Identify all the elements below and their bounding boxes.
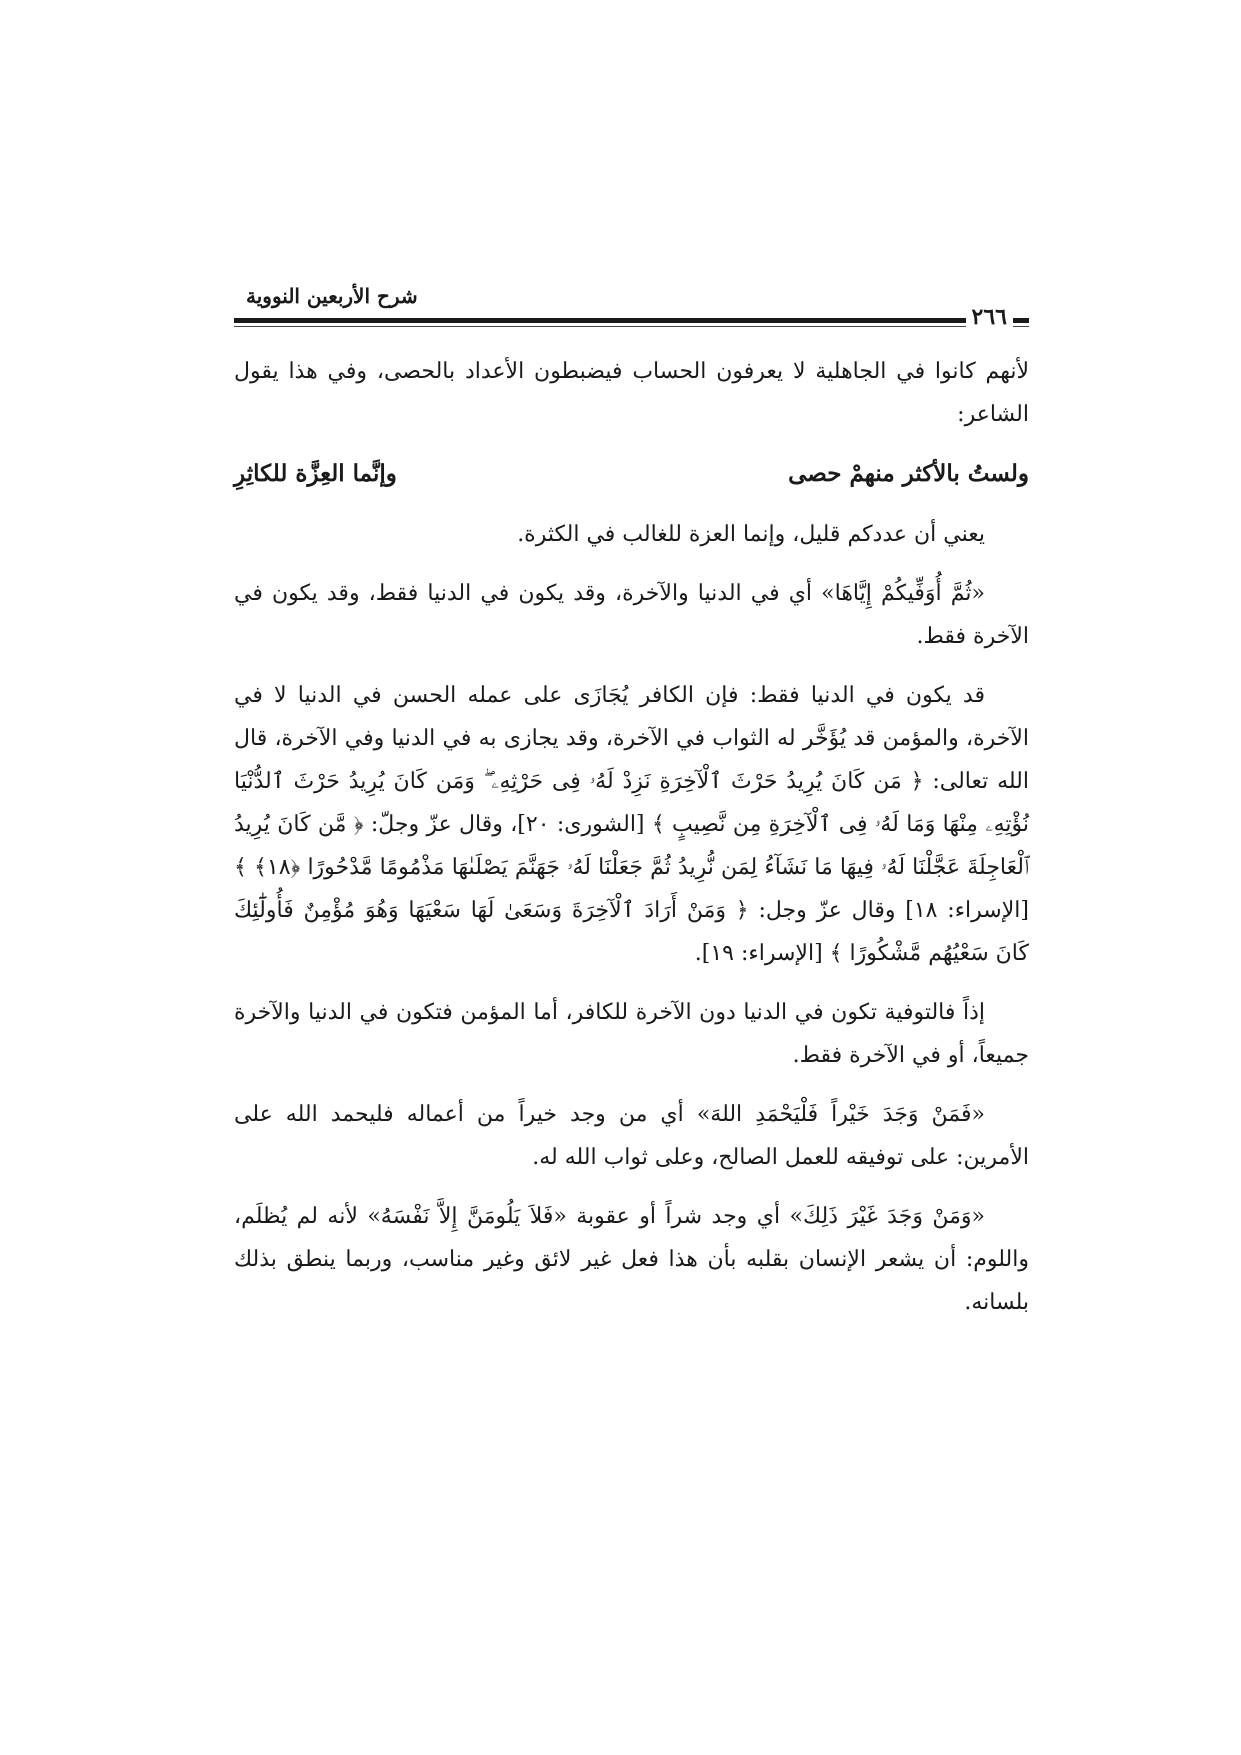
paragraph-praise: «فَمَنْ وَجَدَ خَيْراً فَلْيَحْمَدِ اللهَ» أي من وجد خيراً من أعماله فليحمد الله على الأمرين: على توفيقه للعمل الصالح، وعلى ثواب الله له.: [234, 1102, 1029, 1170]
poetry-verse: [234, 452, 1029, 495]
paragraph-verse-explanation: يعني أن عددكم قليل، وإنما العزة للغالب في الكثرة.: [517, 522, 985, 547]
paragraph-blame: «وَمَنْ وَجَدَ غَيْرَ ذَلِكَ» أي وجد شراً أو عقوبة «فَلاَ يَلُومَنَّ إِلاَّ نَفْسَهُ» لأنه لم يُظلَم، واللوم: أن يشعر الإنسان بقلبه بأن هذا فعل غير لائق وغير مناسب، وربما ينطق بذلك بلسانه.: [234, 1204, 1029, 1315]
paragraph-tawfiya: «ثُمَّ أُوَفِّيكُمْ إِيَّاهَا» أي في الدنيا والآخرة، وقد يكون في الدنيا فقط، وقد يكون في الآخرة فقط.: [234, 581, 1029, 649]
verse-first-hemistich: ولستُ بالأكثر منهمْ حصى: [788, 460, 1029, 487]
running-title: شرح الأربعين النووية: [246, 284, 418, 308]
paragraph-conclusion: إذاً فالتوفية تكون في الدنيا دون الآخرة للكافر، أما المؤمن فتكون في الدنيا والآخرة جميعاً، أو في الآخرة فقط.: [234, 1000, 1029, 1068]
header-rule-thick: [234, 318, 1029, 323]
verse-second-hemistich: وإنَّما العِزَّة للكاثِرِ: [234, 460, 397, 487]
header-rule-thin: [234, 326, 1029, 327]
paragraph-1: لأنهم كانوا في الجاهلية لا يعرفون الحساب فيضبطون الأعداد بالحصى، وفي هذا يقول الشاعر:: [234, 359, 1029, 427]
body-text: [234, 350, 1029, 1340]
page-number: ٢٦٦: [966, 306, 1013, 328]
paragraph-quran-citations: قد يكون في الدنيا فقط: فإن الكافر يُجَازَى على عمله الحسن في الدنيا لا في الآخرة، والمؤمن قد يُؤَخَّر له الثواب في الآخرة، وقد يجازى به في الدنيا وفي الآخرة، قال الله تعالى: ﴿ مَن كَانَ يُرِيدُ حَرْثَ ٱلْآخِرَةِ نَزِدْ لَهُۥ فِى حَرْثِهِۦ ۖ وَمَن كَانَ يُرِيدُ حَرْثَ ٱلدُّنْيَا نُؤْتِهِۦ مِنْهَا وَمَا لَهُۥ فِى ٱلْآخِرَةِ مِن نَّصِيبٍ ﴾ [الشورى: ٢٠]، وقال عزّ وجلّ: ﴿ مَّن كَانَ يُرِيدُ ٱلْعَاجِلَةَ عَجَّلْنَا لَهُۥ فِيهَا مَا نَشَآءُ لِمَن نُّرِيدُ ثُمَّ جَعَلْنَا لَهُۥ جَهَنَّمَ يَصْلَىٰهَا مَذْمُومًا مَّدْحُورًا ﴿١٨﴾ ﴾ [الإسراء: ١٨] وقال عزّ وجل: ﴿ وَمَنْ أَرَادَ ٱلْآخِرَةَ وَسَعَىٰ لَهَا سَعْيَهَا وَهُوَ مُؤْمِنٌ فَأُولَٰٓئِكَ كَانَ سَعْيُهُم مَّشْكُورًا ﴾ [الإسراء: ١٩].: [234, 683, 1030, 966]
page-header: [234, 278, 1029, 328]
